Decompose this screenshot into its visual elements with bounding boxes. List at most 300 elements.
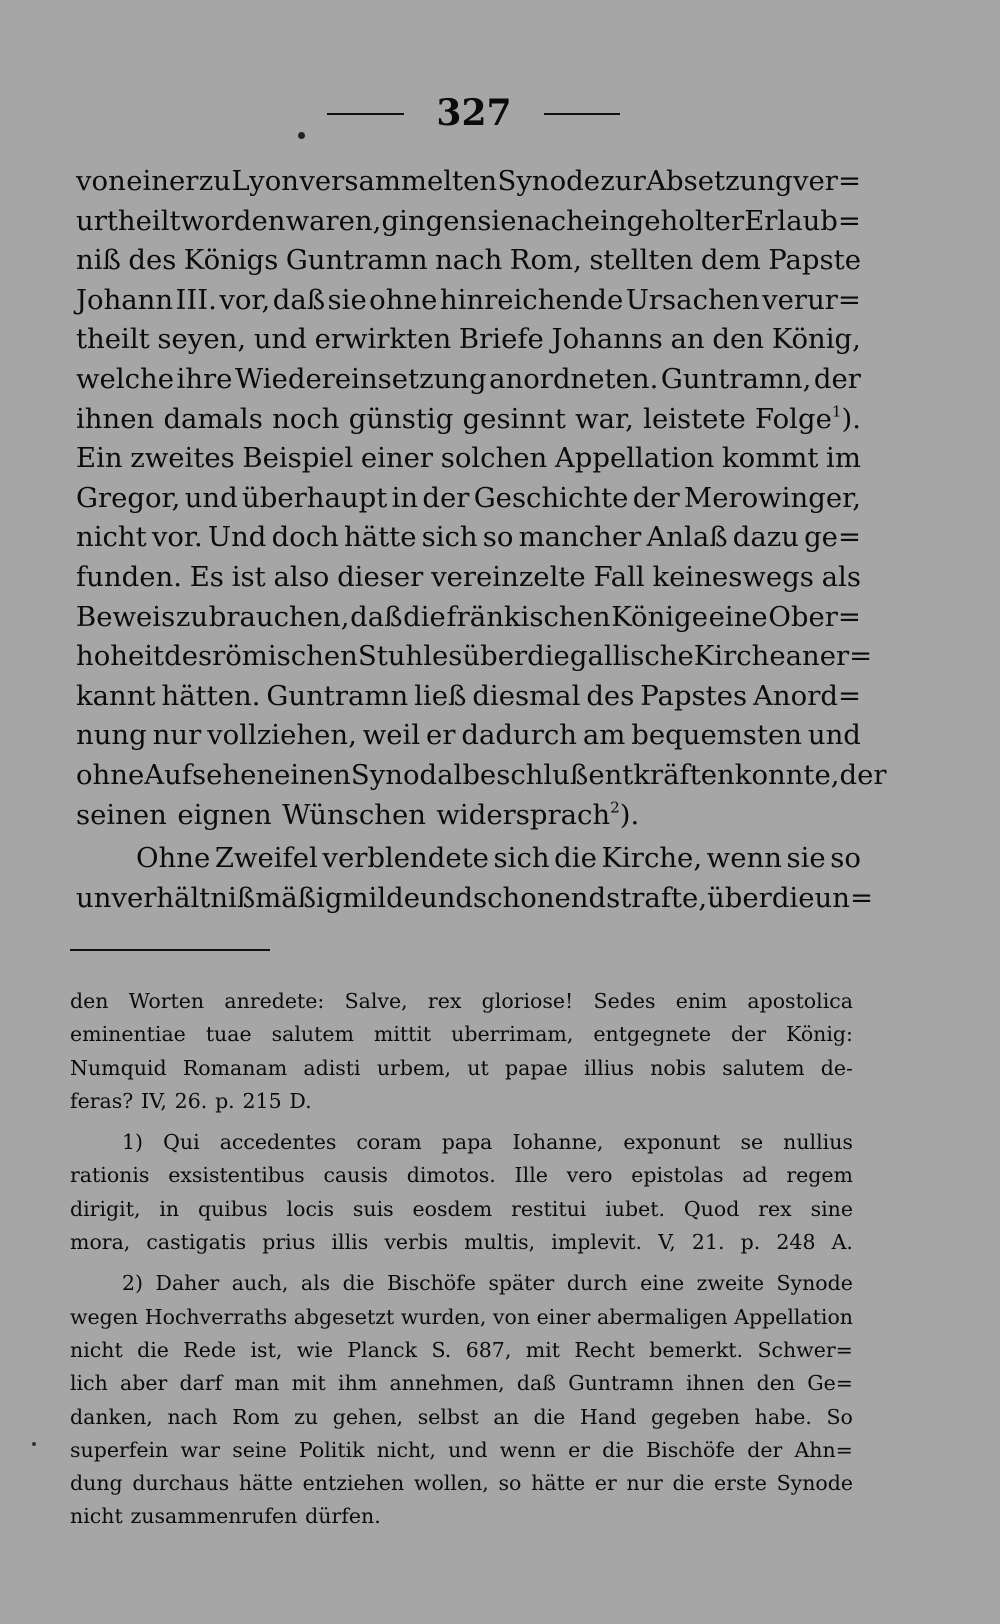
- word: Iohanne,: [512, 1130, 604, 1155]
- word: er: [594, 1471, 617, 1496]
- word: Beispiel: [242, 442, 354, 475]
- word: eminentiae: [70, 1022, 186, 1047]
- word: Guntramn: [568, 1371, 674, 1396]
- text-line: [70, 1367, 853, 1400]
- word: gegeben: [651, 1404, 740, 1429]
- word: Folge$^1$).: [755, 402, 861, 435]
- word: Kirche: [693, 640, 786, 673]
- header-rule-right: [544, 113, 620, 115]
- word: Numquid: [70, 1055, 167, 1080]
- text-line: [76, 637, 873, 677]
- word: ohne: [369, 283, 438, 316]
- word: seine: [232, 1437, 287, 1462]
- word: sich: [421, 521, 478, 554]
- word: damals: [163, 402, 263, 435]
- word: feras?: [70, 1088, 134, 1113]
- word: implevit.: [551, 1230, 642, 1255]
- word: die: [137, 1337, 169, 1362]
- word: sie: [477, 204, 517, 237]
- word: sie: [786, 842, 826, 875]
- word: dazu: [732, 521, 799, 554]
- word: einer: [360, 442, 434, 475]
- word: hätte: [343, 521, 417, 554]
- text-line: [76, 839, 861, 879]
- text-line: [76, 479, 861, 519]
- word: habe.: [754, 1404, 812, 1429]
- word: p.: [740, 1230, 761, 1255]
- word: entgegnete: [593, 1022, 712, 1047]
- word: mit: [525, 1337, 560, 1362]
- word: als: [821, 560, 861, 593]
- word: wenn: [706, 842, 782, 875]
- word: aner=: [785, 640, 873, 673]
- word: den: [712, 323, 764, 356]
- word: Synode: [776, 1271, 853, 1296]
- word: nur: [626, 1471, 663, 1496]
- word: hinreichende: [439, 283, 624, 316]
- word: 1): [122, 1130, 144, 1155]
- word: Hochverraths: [144, 1304, 288, 1329]
- word: suis: [352, 1196, 394, 1221]
- word: stellten: [589, 244, 694, 277]
- word: Ohne: [136, 842, 211, 875]
- word: Hand: [579, 1404, 637, 1429]
- word: Anord=: [753, 679, 861, 712]
- word: daß: [272, 283, 326, 316]
- word: worden: [180, 204, 286, 237]
- word: seinen: [76, 798, 167, 831]
- word: des: [164, 640, 213, 673]
- word: der: [813, 362, 861, 395]
- text-line: [70, 1467, 853, 1500]
- text-line: [76, 879, 873, 919]
- word: Guntramn: [285, 244, 428, 277]
- word: dem: [700, 244, 761, 277]
- word: annehmen,: [389, 1371, 505, 1396]
- text-line: [70, 1126, 853, 1159]
- page-number: 327: [436, 92, 512, 134]
- word: causis: [323, 1163, 388, 1188]
- word: anordneten.: [489, 362, 659, 395]
- word: also: [273, 560, 330, 593]
- main-text: [76, 162, 887, 918]
- word: Ge=: [807, 1371, 853, 1396]
- word: Gregor,: [76, 481, 181, 514]
- word: Geschichte: [473, 481, 629, 514]
- word: epistolas: [631, 1163, 724, 1188]
- word: Wünschen: [282, 798, 426, 831]
- word: So: [826, 1404, 853, 1429]
- word: Papste: [768, 244, 861, 277]
- word: nur: [152, 719, 202, 752]
- word: Und: [207, 521, 267, 554]
- word: keineswegs: [652, 560, 814, 593]
- word: die: [602, 1437, 634, 1462]
- text-line: [70, 1334, 853, 1367]
- word: Appellation: [734, 1304, 853, 1329]
- footnote-gap: [70, 1259, 853, 1267]
- word: 2): [122, 1271, 144, 1296]
- word: ad: [742, 1163, 768, 1188]
- word: ihm: [338, 1371, 378, 1396]
- word: theilt: [76, 323, 150, 356]
- word: uberrimam,: [451, 1022, 574, 1047]
- word: IV,: [141, 1088, 167, 1113]
- word: an: [493, 1404, 519, 1429]
- word: welche: [76, 362, 174, 395]
- word: waren,: [285, 204, 382, 237]
- word: entziehen: [302, 1471, 405, 1496]
- word: Ober=: [768, 600, 861, 633]
- word: Schwer=: [757, 1337, 853, 1362]
- word: erste: [714, 1471, 767, 1496]
- word: Quod: [683, 1196, 740, 1221]
- text-line: [70, 1052, 853, 1085]
- word: am: [582, 719, 626, 752]
- word: eine: [708, 600, 768, 633]
- word: Königs: [183, 244, 279, 277]
- word: war: [180, 1437, 221, 1462]
- word: verur=: [762, 283, 861, 316]
- word: gingen: [381, 204, 478, 237]
- word: Salve,: [344, 989, 408, 1013]
- text-line: [76, 756, 887, 796]
- text-line: [70, 1018, 853, 1051]
- word: Aufsehen: [144, 758, 275, 791]
- word: den: [70, 989, 109, 1013]
- word: Lyon: [231, 165, 299, 197]
- word: Ursachen: [625, 283, 760, 316]
- word: rex: [427, 989, 462, 1013]
- word: rationis: [70, 1163, 150, 1188]
- word: locis: [286, 1196, 335, 1221]
- word: ihre: [176, 362, 233, 395]
- word: Papstes: [640, 679, 748, 712]
- word: A.: [831, 1230, 853, 1255]
- word: die: [342, 1271, 375, 1296]
- word: Erlaub=: [744, 204, 861, 237]
- word: über: [707, 881, 772, 914]
- word: und: [420, 881, 474, 914]
- text-line: [70, 1301, 853, 1334]
- word: widersprach$^2$).: [436, 798, 640, 831]
- word: Bischöfe: [386, 1271, 476, 1296]
- word: adisti: [303, 1055, 361, 1080]
- word: Briefe: [458, 323, 544, 356]
- word: Kirche,: [601, 842, 703, 875]
- word: auch,: [231, 1271, 289, 1296]
- word: Stuhles: [357, 640, 463, 673]
- word: überhaupt: [242, 481, 388, 514]
- word: ohne: [76, 758, 145, 791]
- word: Könige: [611, 600, 708, 633]
- text-line: [70, 1226, 853, 1259]
- word: Es: [189, 560, 224, 593]
- footnote: [70, 985, 853, 1118]
- word: Guntramn,: [660, 362, 812, 395]
- word: eingeholter: [583, 204, 745, 237]
- word: die: [554, 842, 597, 875]
- page-header: [0, 88, 1000, 138]
- word: versammelten: [299, 165, 498, 197]
- word: bemerkt.: [649, 1337, 744, 1362]
- word: schonend: [473, 881, 607, 914]
- word: aber: [120, 1371, 168, 1396]
- word: gloriose!: [481, 989, 574, 1013]
- word: kommt: [721, 442, 819, 475]
- word: günstig: [348, 402, 454, 435]
- text-line: [76, 716, 861, 756]
- word: noch: [272, 402, 340, 435]
- word: gesinnt: [462, 402, 566, 435]
- word: quibus: [197, 1196, 268, 1221]
- word: Fall: [593, 560, 645, 593]
- word: Appellation: [554, 442, 715, 475]
- word: ihnen: [76, 402, 155, 435]
- word: bequemsten: [631, 719, 802, 752]
- word: konnte,: [734, 758, 840, 791]
- text-line: [76, 281, 861, 321]
- word: der: [422, 481, 470, 514]
- word: un=: [814, 881, 873, 914]
- word: eignen: [177, 798, 272, 831]
- word: König,: [771, 323, 861, 356]
- word: mancher: [518, 521, 642, 554]
- word: so: [830, 842, 861, 875]
- text-line: [76, 598, 861, 638]
- word: multis,: [464, 1230, 536, 1255]
- word: accedentes: [219, 1130, 337, 1155]
- word: er: [426, 719, 456, 752]
- word: Synodalbeschluß: [350, 758, 589, 791]
- word: durch: [566, 1271, 628, 1296]
- text-line: [70, 985, 853, 1018]
- word: ge=: [804, 521, 861, 554]
- word: von: [492, 1304, 531, 1329]
- word: Synode: [776, 1471, 853, 1496]
- word: hätten.: [161, 679, 261, 712]
- word: papae: [504, 1055, 568, 1080]
- word: Rom: [232, 1404, 280, 1429]
- word: wenn: [499, 1437, 556, 1462]
- text-line: [70, 1267, 853, 1300]
- word: sich: [493, 842, 550, 875]
- word: später: [488, 1271, 555, 1296]
- word: als: [300, 1271, 331, 1296]
- word: daß: [350, 600, 403, 633]
- word: wegen: [70, 1304, 139, 1329]
- word: illius: [584, 1055, 634, 1080]
- word: einen: [274, 758, 351, 791]
- footnote: [70, 1267, 853, 1533]
- word: und: [448, 1437, 488, 1462]
- word: hätte: [238, 1471, 293, 1496]
- word: über: [462, 640, 528, 673]
- word: 248: [776, 1230, 816, 1255]
- word: so: [482, 521, 514, 554]
- word: leistete: [643, 402, 746, 435]
- word: Bischöfe: [646, 1437, 736, 1462]
- text-line: [70, 1500, 853, 1533]
- word: und: [184, 481, 238, 514]
- word: dürfen.: [305, 1504, 381, 1529]
- word: lich: [70, 1371, 108, 1396]
- word: 21.: [691, 1230, 725, 1255]
- word: 215: [242, 1088, 282, 1113]
- word: III.: [175, 283, 217, 316]
- word: Ahn=: [794, 1437, 853, 1462]
- word: exsistentibus: [168, 1163, 305, 1188]
- text-line: [70, 1434, 853, 1467]
- word: zweite: [696, 1271, 765, 1296]
- word: strafte,: [606, 881, 708, 914]
- word: nicht: [70, 1337, 123, 1362]
- footnotes: [70, 985, 853, 1534]
- word: selbst: [417, 1404, 479, 1429]
- word: de-: [820, 1055, 853, 1080]
- word: vero: [566, 1163, 613, 1188]
- word: seyen,: [157, 323, 247, 356]
- word: den: [756, 1371, 796, 1396]
- word: ist,: [250, 1337, 283, 1362]
- word: wollen,: [413, 1471, 489, 1496]
- word: nicht: [76, 521, 147, 554]
- word: Merowinger,: [684, 481, 861, 514]
- text-line: [76, 202, 861, 242]
- word: hoheit: [76, 640, 165, 673]
- print-speck: [32, 1442, 36, 1446]
- word: nicht: [70, 1504, 123, 1529]
- text-line: [76, 320, 861, 360]
- word: dirigit,: [70, 1196, 141, 1221]
- word: enim: [675, 989, 728, 1013]
- word: ließ: [414, 679, 467, 712]
- word: nicht,: [376, 1437, 436, 1462]
- word: doch: [271, 521, 339, 554]
- word: rex: [758, 1196, 792, 1221]
- word: sine: [810, 1196, 853, 1221]
- word: illis: [331, 1230, 369, 1255]
- word: Planck: [347, 1337, 418, 1362]
- word: die: [771, 881, 815, 914]
- text-line: [70, 1085, 853, 1118]
- word: solchen: [440, 442, 548, 475]
- word: hätte: [531, 1471, 586, 1496]
- word: ut: [467, 1055, 489, 1080]
- text-line: [70, 1193, 853, 1226]
- text-line: [76, 439, 861, 479]
- word: die: [533, 1404, 566, 1429]
- word: nach: [167, 1404, 218, 1429]
- word: entkräften: [588, 758, 735, 791]
- word: nullius: [783, 1130, 853, 1155]
- word: fränkischen: [446, 600, 611, 633]
- word: D.: [289, 1088, 312, 1113]
- word: apostolica: [747, 989, 853, 1013]
- word: in: [159, 1196, 180, 1221]
- text-line: [76, 162, 861, 202]
- word: Johanns: [551, 323, 663, 356]
- word: verblendete: [322, 842, 489, 875]
- footnote-rule: [70, 949, 270, 951]
- word: Qui: [163, 1130, 200, 1155]
- word: iubet.: [605, 1196, 665, 1221]
- text-line: [76, 558, 861, 598]
- word: im: [826, 442, 861, 475]
- word: eine: [640, 1271, 685, 1296]
- word: vollziehen,: [207, 719, 357, 752]
- word: dieser: [337, 560, 424, 593]
- word: dadurch: [461, 719, 577, 752]
- word: zusammenrufen: [130, 1504, 298, 1529]
- word: abermaligen: [597, 1304, 728, 1329]
- word: mora,: [70, 1230, 131, 1255]
- text-line: [76, 400, 861, 440]
- word: und: [807, 719, 861, 752]
- word: urbem,: [376, 1055, 452, 1080]
- word: Romanam: [182, 1055, 288, 1080]
- word: dung: [70, 1471, 123, 1496]
- footnote-gap: [70, 1118, 853, 1126]
- word: anredete:: [224, 989, 325, 1013]
- word: 687,: [465, 1337, 512, 1362]
- word: verbis: [384, 1230, 449, 1255]
- word: exponunt: [623, 1130, 721, 1155]
- word: nung: [76, 719, 147, 752]
- word: unverhältnißmäßig: [76, 881, 343, 914]
- word: zur: [600, 165, 646, 197]
- word: Politik: [298, 1437, 365, 1462]
- word: restitui: [511, 1196, 587, 1221]
- word: daß: [516, 1371, 556, 1396]
- word: vereinzelte: [431, 560, 586, 593]
- word: des: [128, 244, 177, 277]
- word: 26.: [174, 1088, 208, 1113]
- word: von: [76, 165, 126, 197]
- word: die: [527, 640, 570, 673]
- word: römischen: [212, 640, 358, 673]
- word: ver=: [792, 165, 861, 197]
- word: regem: [786, 1163, 853, 1188]
- word: ist: [231, 560, 266, 593]
- text-line: [70, 1159, 853, 1192]
- word: coram: [356, 1130, 422, 1155]
- text-line: [76, 796, 861, 836]
- word: der: [747, 1437, 783, 1462]
- word: die: [672, 1471, 705, 1496]
- word: eosdem: [412, 1196, 493, 1221]
- word: zu: [198, 165, 231, 197]
- word: Ille: [514, 1163, 548, 1188]
- text-line: [76, 677, 861, 717]
- word: sie: [327, 283, 367, 316]
- word: darf: [179, 1371, 223, 1396]
- word: der: [839, 758, 887, 791]
- word: Recht: [574, 1337, 635, 1362]
- word: kannt: [76, 679, 156, 712]
- text-line: [76, 241, 861, 281]
- word: vor.: [151, 521, 203, 554]
- word: milde: [342, 881, 420, 914]
- word: so: [498, 1471, 522, 1496]
- word: Beweis: [76, 600, 176, 633]
- word: einer: [536, 1304, 591, 1329]
- word: weil: [362, 719, 421, 752]
- word: die: [403, 600, 446, 633]
- word: Absetzung: [646, 165, 793, 197]
- word: urtheilt: [76, 204, 181, 237]
- word: castigatis: [146, 1230, 247, 1255]
